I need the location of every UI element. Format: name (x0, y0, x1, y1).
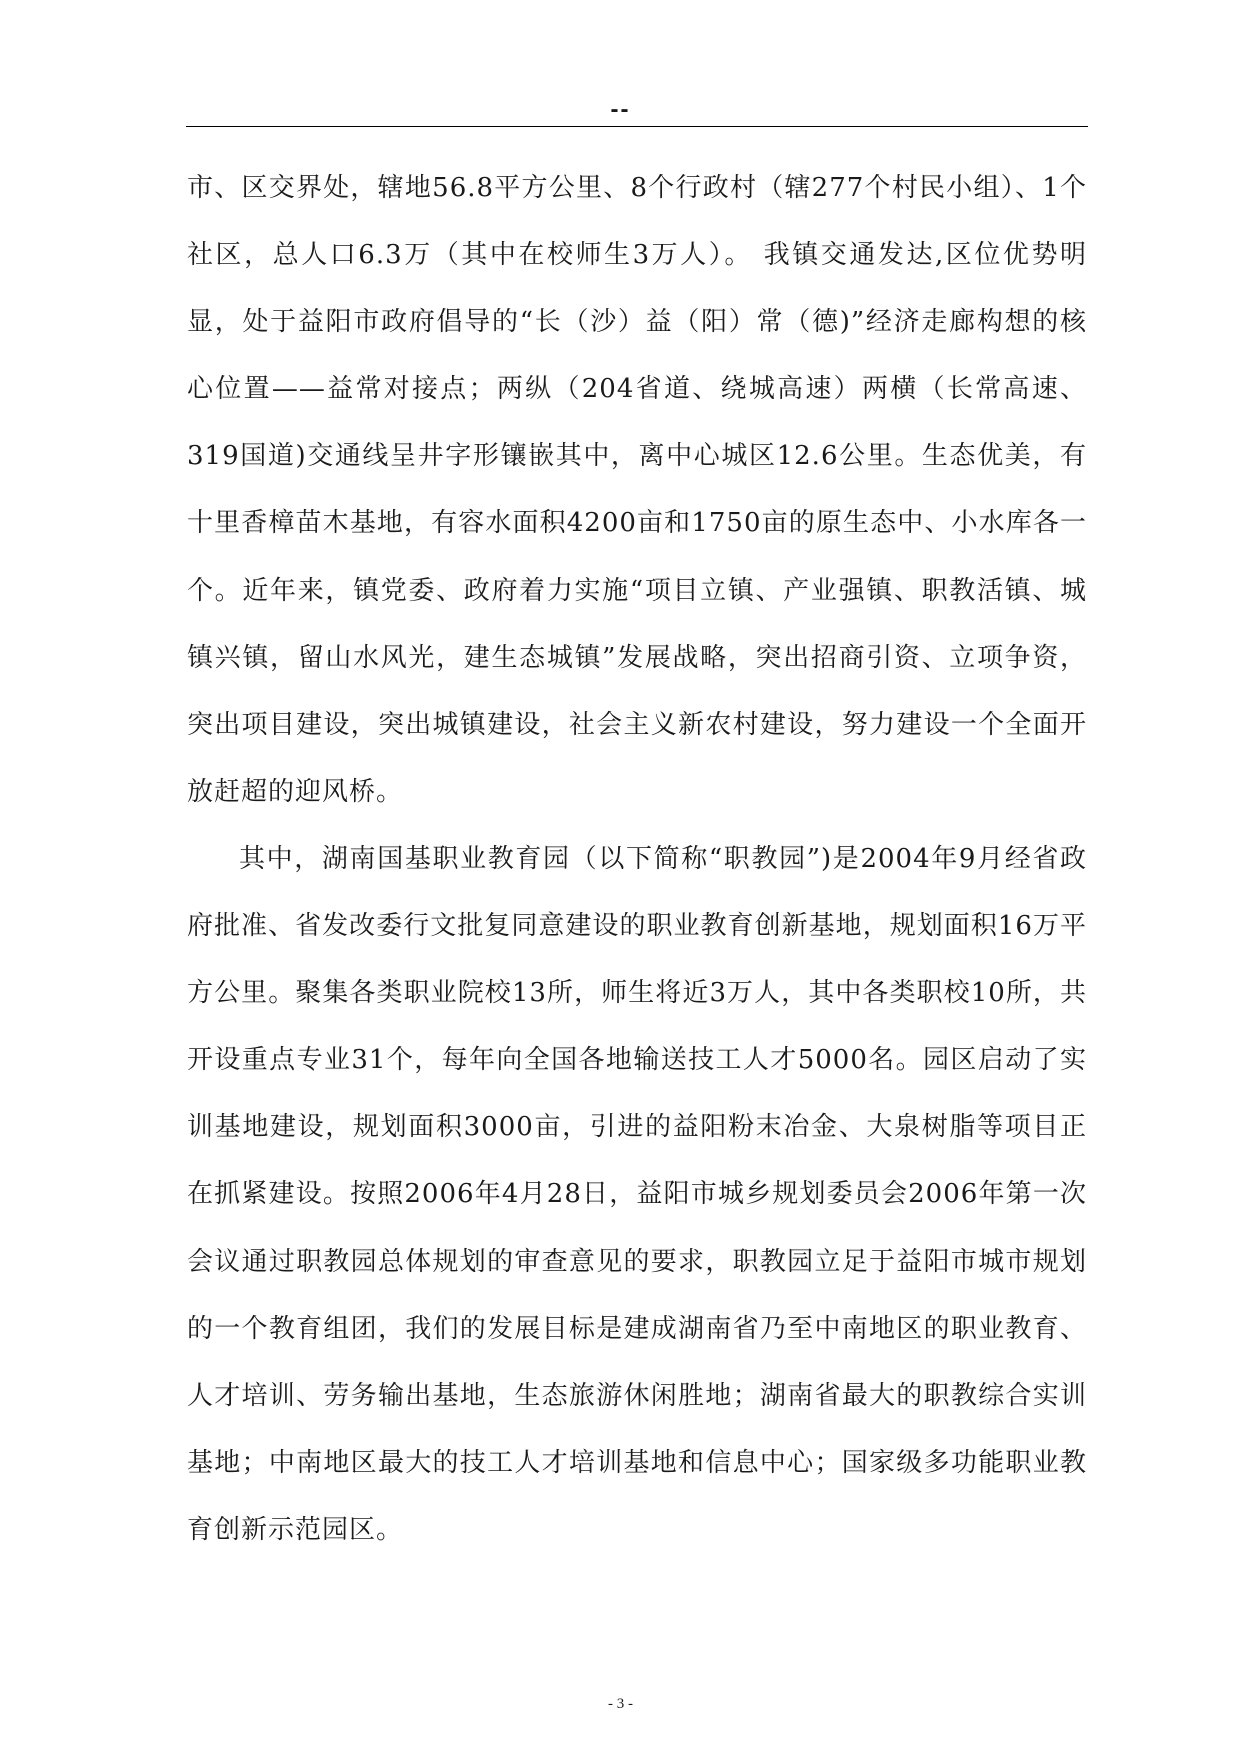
paragraph-continuation: 市、区交界处，辖地56.8平方公里、8个行政村（辖277个村民小组）、1个社区，总人口6.3万（其中在校师生3万人）。 我镇交通发达,区位优势明显，处于益阳市政府倡导的“长（沙）益（阳）常（德)”经济走廊构想的核心位置——益常对接点；两纵（204省道、绕城高速）两横（长常高速、319国道)交通线呈井字形镶嵌其中，离中心城区12.6公里。生态优美，有十里香樟苗木基地，有容水面积4200亩和1750亩的原生态中、小水库各一个。近年来，镇党委、政府着力实施“项目立镇、产业强镇、职教活镇、城镇兴镇，留山水风光，建生态城镇”发展战略，突出招商引资、立项争资，突出项目建设，突出城镇建设，社会主义新农村建设，努力建设一个全面开放赶超的迎风桥。 (187, 173, 1087, 807)
document-body (187, 155, 1087, 1564)
page-header-mark: -- (610, 96, 631, 123)
paragraph-vocational-park: 其中，湖南国基职业教育园（以下简称“职教园”)是2004年9月经省政府批准、省发改委行文批复同意建设的职业教育创新基地，规划面积16万平方公里。聚集各类职业院校13所，师生将近3万人，其中各类职校10所，共开设重点专业31个，每年向全国各地输送技工人才5000名。园区启动了实训基地建设，规划面积3000亩，引进的益阳粉末冶金、大泉树脂等项目正在抓紧建设。按照2006年4月28日，益阳市城乡规划委员会2006年第一次会议通过职教园总体规划的审查意见的要求，职教园立足于益阳市城市规划的一个教育组团，我们的发展目标是建成湖南省乃至中南地区的职业教育、人才培训、劳务输出基地，生态旅游休闲胜地；湖南省最大的职教综合实训基地；中南地区最大的技工人才培训基地和信息中心；国家级多功能职业教育创新示范园区。 (187, 843, 1087, 1545)
page-number: - 3 - (608, 1696, 633, 1712)
header-rule (186, 126, 1088, 127)
